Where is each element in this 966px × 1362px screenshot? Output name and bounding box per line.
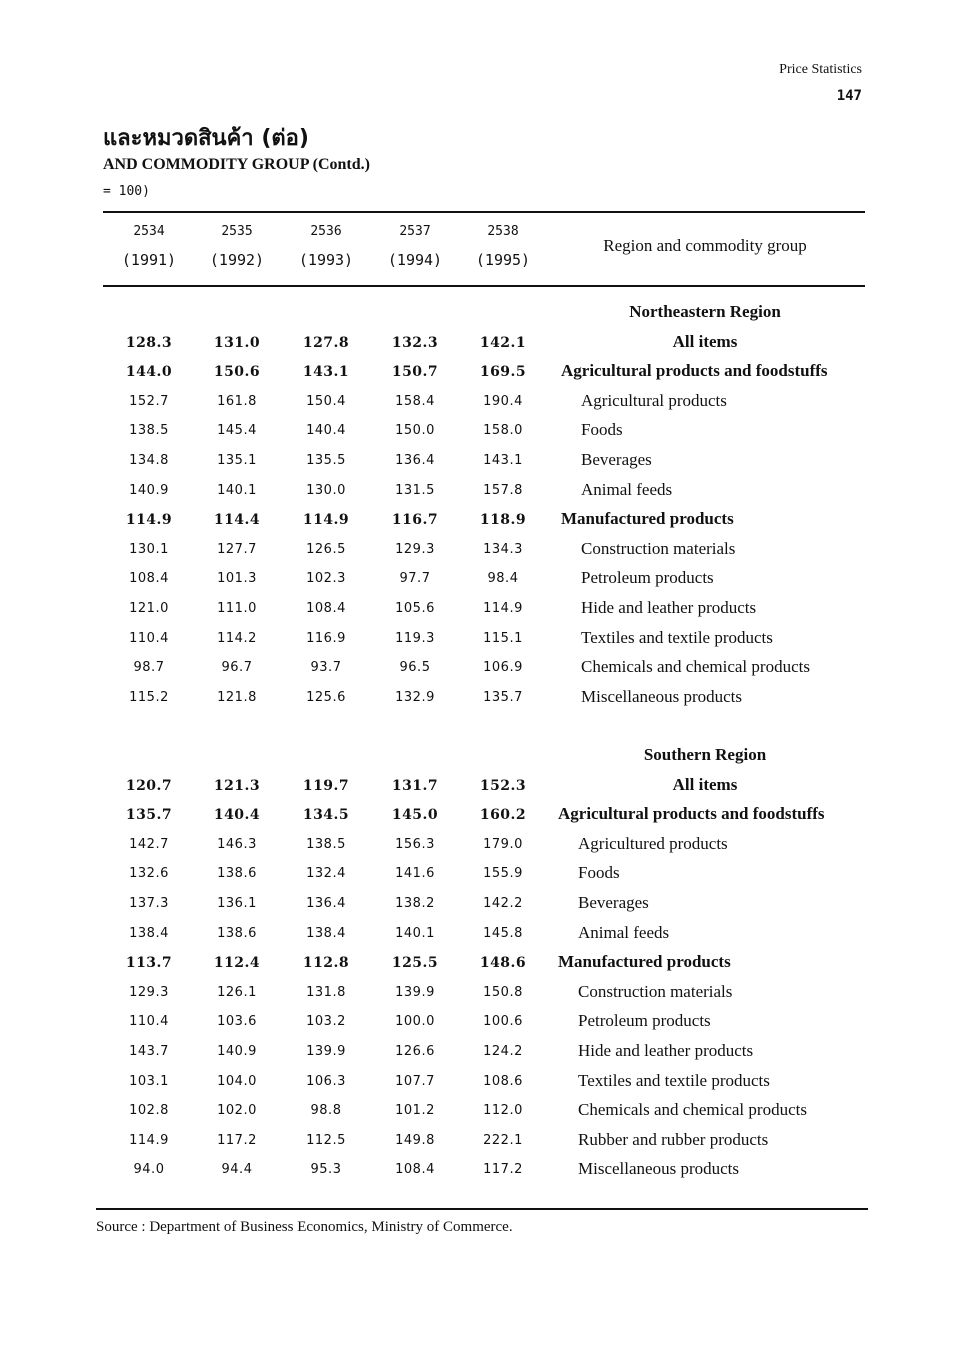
- table-cell: 157.8: [483, 482, 523, 498]
- table-cell: 152.3: [479, 777, 527, 794]
- table-cell: 143.7: [129, 1044, 169, 1059]
- table-cell: 158.4: [395, 393, 435, 409]
- table-cell: 131.0: [213, 334, 261, 351]
- commodity-group-label: All items: [672, 331, 738, 351]
- table-cell: 129.3: [395, 541, 435, 557]
- table-cell: 131.7: [391, 777, 439, 794]
- table-cell: 143.1: [483, 453, 523, 468]
- commodity-subgroup-label: Animal feeds: [578, 922, 670, 942]
- table-cell: 103.6: [217, 1014, 257, 1030]
- column-header-be-year: 2537: [399, 224, 431, 239]
- table-cell: 138.4: [129, 925, 169, 941]
- table-cell: 134.8: [129, 453, 169, 468]
- table-cell: 115.2: [129, 689, 169, 705]
- table-cell: 138.4: [306, 925, 346, 941]
- table-cell: 95.3: [310, 1162, 342, 1178]
- commodity-subgroup-label: Chemicals and chemical products: [581, 657, 810, 677]
- region-heading: Northeastern Region: [629, 302, 781, 321]
- table-cell: 108.6: [483, 1073, 523, 1089]
- commodity-group-label: Manufactured products: [558, 952, 731, 972]
- table-title-english: AND COMMODITY GROUP (Contd.): [103, 156, 370, 173]
- table-cell: 111.0: [217, 601, 257, 616]
- table-cell: 138.5: [306, 836, 346, 852]
- table-cell: 114.9: [125, 512, 173, 529]
- column-header-ce-year: (1995): [475, 251, 531, 269]
- column-header-be-year: 2538: [487, 224, 519, 239]
- table-cell: 132.3: [391, 334, 439, 351]
- table-cell: 114.9: [302, 512, 350, 529]
- table-cell: 112.8: [302, 955, 350, 972]
- table-cell: 130.0: [306, 482, 346, 498]
- column-header-be-year: 2535: [221, 224, 253, 239]
- table-cell: 222.1: [483, 1132, 523, 1148]
- table-cell: 101.2: [395, 1103, 435, 1119]
- table-cell: 102.0: [217, 1103, 257, 1119]
- table-cell: 134.3: [483, 541, 523, 557]
- table-cell: 150.7: [391, 364, 439, 381]
- table-cell: 98.8: [310, 1103, 342, 1119]
- table-header-rule: [103, 285, 865, 287]
- source-note: Source : Department of Business Economics, Ministry of Commerce.: [96, 1219, 513, 1235]
- table-cell: 93.7: [310, 660, 342, 676]
- table-cell: 110.4: [129, 630, 169, 646]
- table-cell: 160.2: [479, 807, 527, 824]
- table-cell: 126.5: [306, 541, 346, 557]
- table-cell: 112.0: [483, 1103, 523, 1119]
- table-cell: 121.8: [217, 689, 257, 705]
- table-cell: 124.2: [483, 1044, 523, 1059]
- table-cell: 108.4: [129, 571, 169, 587]
- table-cell: 138.6: [217, 866, 257, 882]
- table-cell: 121.0: [129, 601, 169, 616]
- table-cell: 136.1: [217, 896, 257, 911]
- table-cell: 138.5: [129, 423, 169, 439]
- table-cell: 150.8: [483, 984, 523, 1000]
- table-cell: 161.8: [217, 393, 257, 409]
- table-cell: 98.4: [487, 571, 519, 587]
- table-cell: 119.7: [302, 777, 350, 794]
- table-cell: 137.3: [129, 896, 169, 911]
- table-cell: 110.4: [129, 1014, 169, 1030]
- table-cell: 103.1: [129, 1073, 169, 1089]
- table-cell: 119.3: [395, 630, 435, 646]
- table-cell: 156.3: [395, 836, 435, 852]
- table-cell: 141.6: [395, 866, 435, 882]
- table-cell: 127.8: [302, 334, 350, 351]
- table-cell: 130.1: [129, 541, 169, 557]
- table-cell: 169.5: [479, 364, 527, 381]
- table-cell: 145.4: [217, 423, 257, 439]
- table-cell: 140.9: [129, 482, 169, 498]
- table-cell: 139.9: [395, 984, 435, 1000]
- commodity-subgroup-label: Hide and leather products: [581, 598, 757, 617]
- table-cell: 116.9: [306, 630, 346, 646]
- table-cell: 131.5: [395, 482, 435, 498]
- table-cell: 108.4: [395, 1162, 435, 1178]
- table-cell: 140.4: [213, 807, 261, 824]
- table-top-rule: [103, 211, 865, 213]
- table-cell: 114.2: [217, 630, 257, 646]
- table-cell: 144.0: [125, 364, 173, 381]
- commodity-subgroup-label: Petroleum products: [578, 1011, 711, 1031]
- table-cell: 143.1: [302, 364, 350, 381]
- table-cell: 106.3: [306, 1073, 346, 1089]
- table-cell: 125.6: [306, 689, 346, 705]
- table-cell: 150.6: [213, 364, 261, 381]
- table-cell: 135.1: [217, 453, 257, 468]
- table-cell: 107.7: [395, 1073, 435, 1089]
- table-cell: 112.5: [306, 1132, 346, 1148]
- table-cell: 117.2: [483, 1162, 523, 1178]
- commodity-subgroup-label: Animal feeds: [581, 479, 673, 499]
- table-bottom-rule: [96, 1208, 868, 1210]
- table-cell: 102.8: [129, 1103, 169, 1119]
- commodity-group-label: All items: [672, 774, 738, 794]
- commodity-subgroup-label: Hide and leather products: [578, 1041, 754, 1060]
- table-cell: 120.7: [125, 777, 173, 794]
- commodity-group-label: Manufactured products: [561, 509, 734, 529]
- table-cell: 106.9: [483, 660, 523, 676]
- table-cell: 118.9: [479, 512, 527, 529]
- table-cell: 117.2: [217, 1132, 257, 1148]
- table-cell: 100.6: [483, 1014, 523, 1030]
- table-cell: 98.7: [133, 660, 165, 676]
- table-cell: 114.9: [483, 601, 523, 616]
- commodity-subgroup-label: Petroleum products: [581, 568, 714, 588]
- commodity-subgroup-label: Agricultural products: [581, 390, 727, 410]
- table-cell: 142.2: [483, 896, 523, 911]
- table-cell: 155.9: [483, 866, 523, 882]
- table-cell: 132.9: [395, 689, 435, 705]
- table-cell: 132.4: [306, 866, 346, 882]
- table-cell: 140.9: [217, 1044, 257, 1059]
- table-cell: 148.6: [479, 955, 527, 972]
- commodity-subgroup-label: Miscellaneous products: [578, 1159, 739, 1179]
- base-year-note: = 100): [103, 184, 150, 199]
- table-cell: 138.6: [217, 925, 257, 941]
- table-cell: 146.3: [217, 836, 257, 852]
- commodity-subgroup-label: Foods: [578, 863, 620, 883]
- column-header-be-year: 2536: [310, 224, 342, 239]
- table-cell: 145.0: [391, 807, 439, 824]
- commodity-subgroup-label: Miscellaneous products: [581, 686, 742, 706]
- commodity-subgroup-label: Beverages: [581, 450, 652, 469]
- table-cell: 94.4: [221, 1162, 253, 1178]
- table-cell: 135.5: [306, 453, 346, 468]
- table-cell: 145.8: [483, 925, 523, 941]
- table-cell: 150.4: [306, 393, 346, 409]
- commodity-subgroup-label: Chemicals and chemical products: [578, 1100, 807, 1120]
- table-cell: 114.4: [213, 512, 261, 529]
- table-cell: 140.4: [306, 423, 346, 439]
- table-cell: 97.7: [399, 571, 431, 587]
- commodity-group-label: Agricultural products and foodstuffs: [558, 804, 825, 824]
- table-title-thai: และหมวดสินค้า (ต่อ): [103, 126, 309, 151]
- table-cell: 125.5: [391, 955, 439, 972]
- table-cell: 190.4: [483, 393, 523, 409]
- table-cell: 131.8: [306, 984, 346, 1000]
- table-cell: 142.1: [479, 334, 527, 351]
- column-header-ce-year: (1991): [121, 251, 177, 269]
- table-cell: 102.3: [306, 571, 346, 587]
- table-cell: 101.3: [217, 571, 257, 587]
- table-cell: 149.8: [395, 1132, 435, 1148]
- table-cell: 139.9: [306, 1044, 346, 1059]
- commodity-group-label: Agricultural products and foodstuffs: [561, 361, 828, 381]
- table-cell: 121.3: [213, 777, 261, 794]
- table-cell: 115.1: [483, 630, 523, 646]
- table-cell: 96.5: [399, 660, 431, 676]
- column-header-ce-year: (1992): [209, 251, 265, 269]
- table-cell: 129.3: [129, 984, 169, 1000]
- commodity-subgroup-label: Foods: [581, 420, 623, 440]
- table-cell: 100.0: [395, 1014, 435, 1030]
- table-cell: 128.3: [125, 334, 173, 351]
- table-cell: 114.9: [129, 1132, 169, 1148]
- commodity-subgroup-label: Textiles and textile products: [581, 627, 773, 647]
- table-cell: 142.7: [129, 836, 169, 852]
- table-cell: 179.0: [483, 836, 523, 852]
- commodity-subgroup-label: Agricultured products: [578, 833, 728, 853]
- table-cell: 103.2: [306, 1014, 346, 1030]
- table-cell: 134.5: [302, 807, 350, 824]
- table-cell: 152.7: [129, 393, 169, 409]
- commodity-subgroup-label: Rubber and rubber products: [578, 1129, 769, 1149]
- table-cell: 105.6: [395, 601, 435, 616]
- table-cell: 140.1: [395, 925, 435, 941]
- region-commodity-column-header: Region and commodity group: [603, 236, 807, 255]
- column-header-ce-year: (1994): [387, 251, 443, 269]
- table-cell: 138.2: [395, 896, 435, 911]
- table-cell: 136.4: [395, 453, 435, 468]
- column-header-be-year: 2534: [133, 224, 165, 239]
- table-cell: 96.7: [221, 660, 253, 676]
- table-cell: 104.0: [217, 1073, 257, 1089]
- table-cell: 113.7: [125, 955, 173, 972]
- commodity-subgroup-label: Construction materials: [581, 538, 736, 558]
- table-cell: 158.0: [483, 423, 523, 439]
- table-cell: 127.7: [217, 541, 257, 557]
- table-cell: 112.4: [213, 955, 261, 972]
- table-cell: 136.4: [306, 896, 346, 911]
- running-header-title: Price Statistics: [779, 62, 862, 77]
- commodity-subgroup-label: Construction materials: [578, 981, 733, 1001]
- table-cell: 135.7: [483, 689, 523, 705]
- table-cell: 126.6: [395, 1044, 435, 1059]
- page-number: 147: [836, 88, 862, 104]
- table-cell: 126.1: [217, 984, 257, 1000]
- region-heading: Southern Region: [643, 745, 767, 764]
- table-cell: 150.0: [395, 423, 435, 439]
- table-cell: 140.1: [217, 482, 257, 498]
- commodity-subgroup-label: Beverages: [578, 893, 649, 912]
- table-cell: 108.4: [306, 601, 346, 616]
- table-cell: 94.0: [133, 1162, 165, 1178]
- table-cell: 132.6: [129, 866, 169, 882]
- column-header-ce-year: (1993): [298, 251, 354, 269]
- table-cell: 135.7: [125, 807, 173, 824]
- commodity-subgroup-label: Textiles and textile products: [578, 1070, 770, 1090]
- table-cell: 116.7: [391, 512, 439, 529]
